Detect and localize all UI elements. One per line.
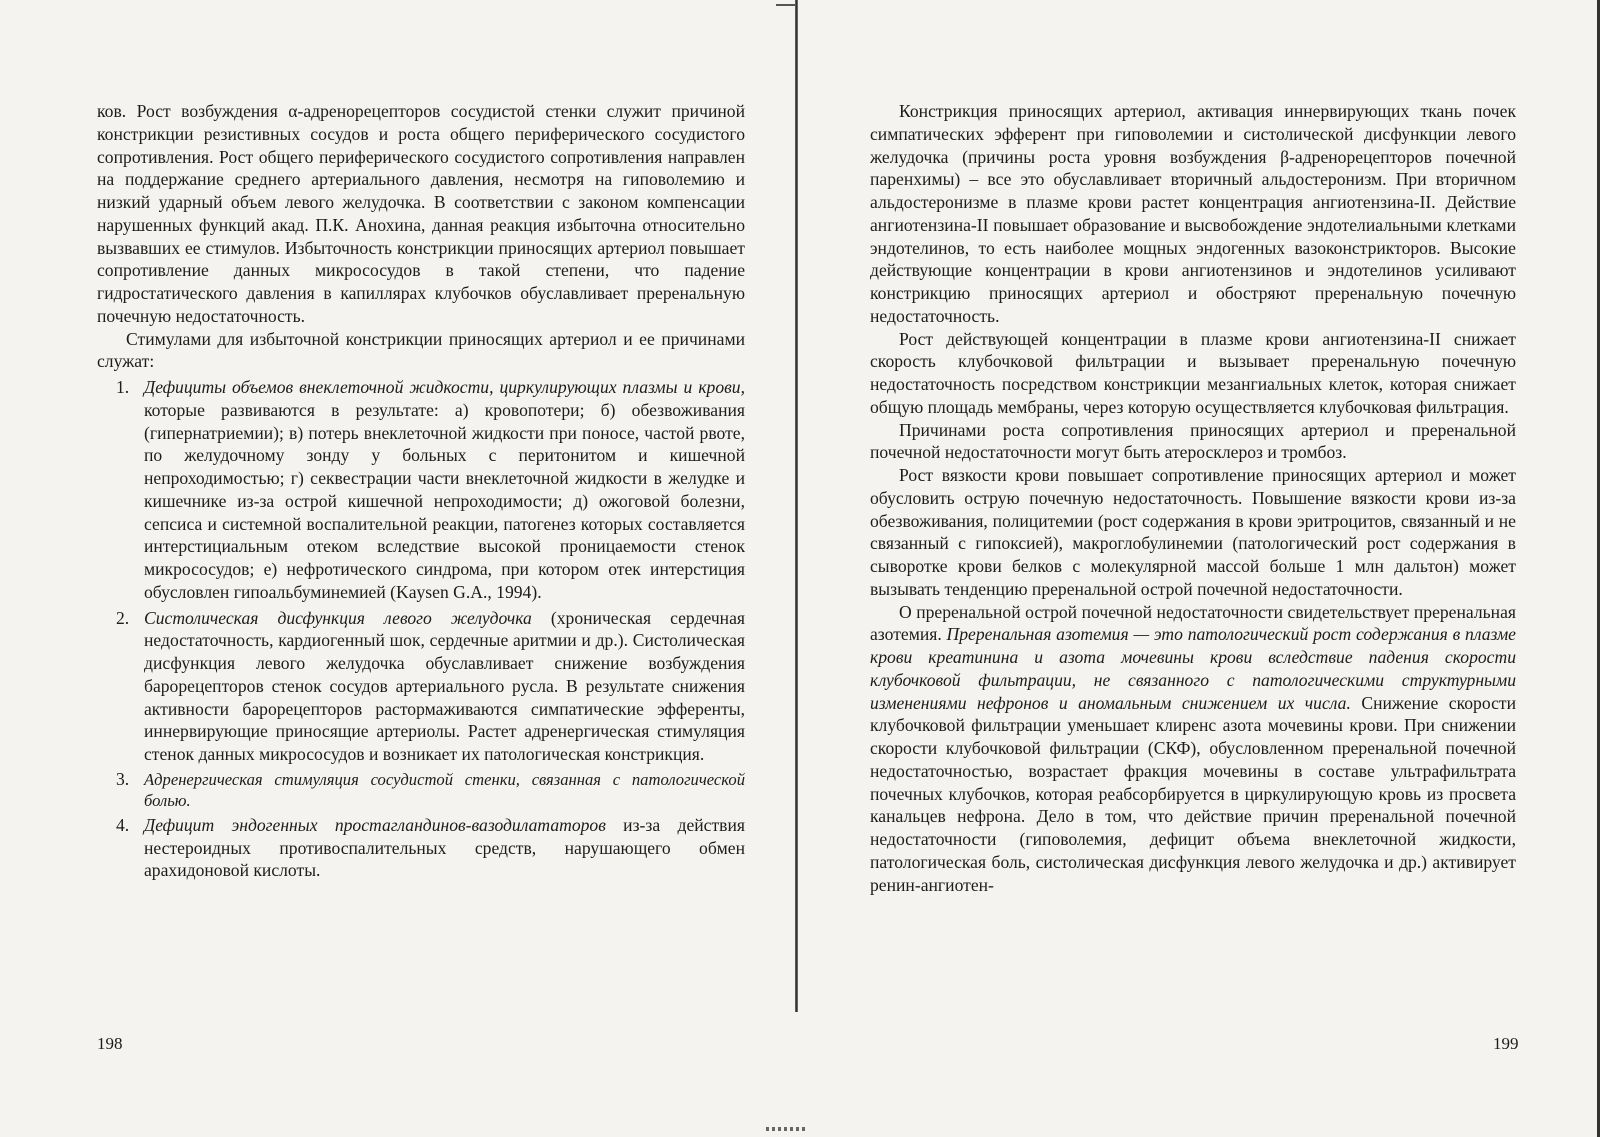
page-number-right: 199 <box>1493 1034 1519 1053</box>
list-number: 2. <box>116 607 130 628</box>
list-item-lead: Систолическая дисфункция левого желудочка <box>144 607 532 628</box>
azotemia-continuation: Снижение скорости клубочковой фильтрации уменьшает клиренс азота мочевины крови. При снижении скорости клубочковой фильтрации (СКФ), обусловленном преренальной почечной недостаточностью, возрастает фракция мочевины в составе ультрафильтрата почечных клубочков, которая реабсорбируется в циркулирующую кровь из просвета канальцев нефрона. Дело в том, что действие причин преренальной почечной недостаточности (гиповолемия, дефицит объема внеклеточной жидкости, патологическая боль, систолическая дисфункция левого желудочка и др.) активирует ренин-ангиотен- <box>870 692 1516 895</box>
paragraph-atherosclerosis: Причинами роста сопротивления приносящих артериол и преренальной почечной недостаточности могут быть атеросклероз и тромбоз. <box>870 419 1516 463</box>
list-number: 3. <box>116 768 130 789</box>
right-page <box>870 100 1516 896</box>
list-item <box>97 769 745 811</box>
azotemia-definition: Преренальная азотемия — это патологический рост содержания в плазме крови креатинина и азота мочевины крови вследствие падения скорости клубочковой фильтрации, не связанного с патологическими структурными изменениями нефронов и аномальным снижением их числа. <box>870 624 1516 713</box>
list-item-lead: Адренергическая стимуляция сосудистой стенки, связанная с патологической болью. <box>144 769 745 810</box>
left-page <box>97 100 745 882</box>
paragraph-stimuli: Стимулами для избыточной констрикции приносящих артериол и ее причинами служат: <box>97 328 745 372</box>
list-number: 1. <box>116 377 130 397</box>
list-item-text: (хроническая сердечная недостаточность, кардиогенный шок, сердечные аритмии и др.). Систолическая дисфункция левого желудочка обуславливает снижение возбуждения барорецепторов стенок сосудов артериального русла. В результате снижения активности барорецепторов растормаживаются симпатические эфференты, иннервирующие приносящие артериолы. Растет адренергическая стимуляция стенок данных микрососудов и возникает их патологическая констрикция. <box>144 607 745 764</box>
page-number-left: 198 <box>97 1034 123 1053</box>
list-item-text: из-за действия нестероидных противоспалительных средств, нарушающего обмен арахидоновой кислоты. <box>144 814 745 881</box>
list-item <box>97 607 745 766</box>
causes-list <box>97 376 745 882</box>
paragraph-azotemia <box>870 601 1516 897</box>
list-item <box>97 814 745 882</box>
paragraph-constriction: Констрикция приносящих артериол, активация иннервирующих ткань почек симпатических эфферент при гиповолемии и систолической дисфункции левого желудочка (причины роста уровня возбуждения β-адренорецепторов почечной паренхимы) – все это обуславливает вторичный альдостеронизм. При вторичном альдостеронизме в плазме крови растет концентрация ангиотензина-II. Действие ангиотензина-II повышает образование и высвобождение эндотелиальными клетками эндотелинов, то есть наиболее мощных эндогенных вазоконстрикторов. Высокие действующие концентрации в крови ангиотензинов и эндотелинов усиливают констрикцию приносящих артериол и обостряют преренальную почечную недостаточность. <box>870 101 1516 326</box>
paragraph-angiotensin: Рост действующей концентрации в плазме крови ангиотензина-II снижает скорость клубочковой фильтрации и вызывает преренальную почечную недостаточность посредством констрикции мезангиальных клеток, которая снижает общую площадь мембраны, через которую осуществляется клубочковая фильтрация. <box>870 328 1516 417</box>
list-number: 4. <box>116 814 130 835</box>
list-item-text: которые развиваются в результате: а) кровопотери; б) обезвоживания (гипернатриемии); в) потерь внеклеточной жидкости при поносе, частой рвоте, по желудочному зонду у больных с перитонитом и кишечной непроходимостью; г) секвестрации части внеклеточной жидкости в желудке и кишечнике из-за острой кишечной непроходимости; д) ожоговой болезни, сепсиса и системной воспалительной реакции, патогенез которых составляется интерстициальным отеком вследствие высокой проницаемости стенок микрососудов; е) нефротического синдрома, при котором отек интерстиция обусловлен гипоальбуминемией (Kaysen G.A., 1994). <box>144 399 745 602</box>
paragraph-intro: ков. Рост возбуждения α-адренорецепторов сосудистой стенки служит причиной констрикции резистивных сосудов и роста общего периферического сосудистого сопротивления. Рост общего периферического сосудистого сопротивления направлен на поддержание среднего артериального давления, несмотря на гиповолемию и низкий ударный объем левого желудочка. В соответствии с законом компенсации нарушенных функций акад. П.К. Анохина, данная реакция избыточна относительно вызвавших ее стимулов. Избыточность констрикции приносящих артериол повышает сопротивление данных микрососудов в такой степени, что падение гидростатического давления в капиллярах клубочков обуславливает преренальную почечную недостаточность. <box>97 101 745 326</box>
book-gutter <box>795 0 798 1012</box>
list-item <box>97 376 745 604</box>
scan-artifact <box>766 1127 806 1131</box>
list-item-lead: Дефициты объемов внеклеточной жидкости, циркулирующих плазмы и крови, <box>144 377 745 397</box>
paragraph-viscosity: Рост вязкости крови повышает сопротивление приносящих артериол и может обусловить острую почечную недостаточность. Повышение вязкости крови из-за обезвоживания, полицитемии (рост содержания в крови эритроцитов, связанный и не связанный с гипоксией), макроглобулинемии (патологический рост содержания в сыворотке крови белков с молекулярной массой больше 1 млн дальтон) может вызывать тенденцию преренальной острой почечной недостаточности. <box>870 465 1516 599</box>
azotemia-intro: О преренальной острой почечной недостаточности свидетельствует преренальная азотемия. <box>870 601 1516 645</box>
list-item-lead: Дефицит эндогенных простагландинов-вазодилататоров <box>144 814 606 835</box>
